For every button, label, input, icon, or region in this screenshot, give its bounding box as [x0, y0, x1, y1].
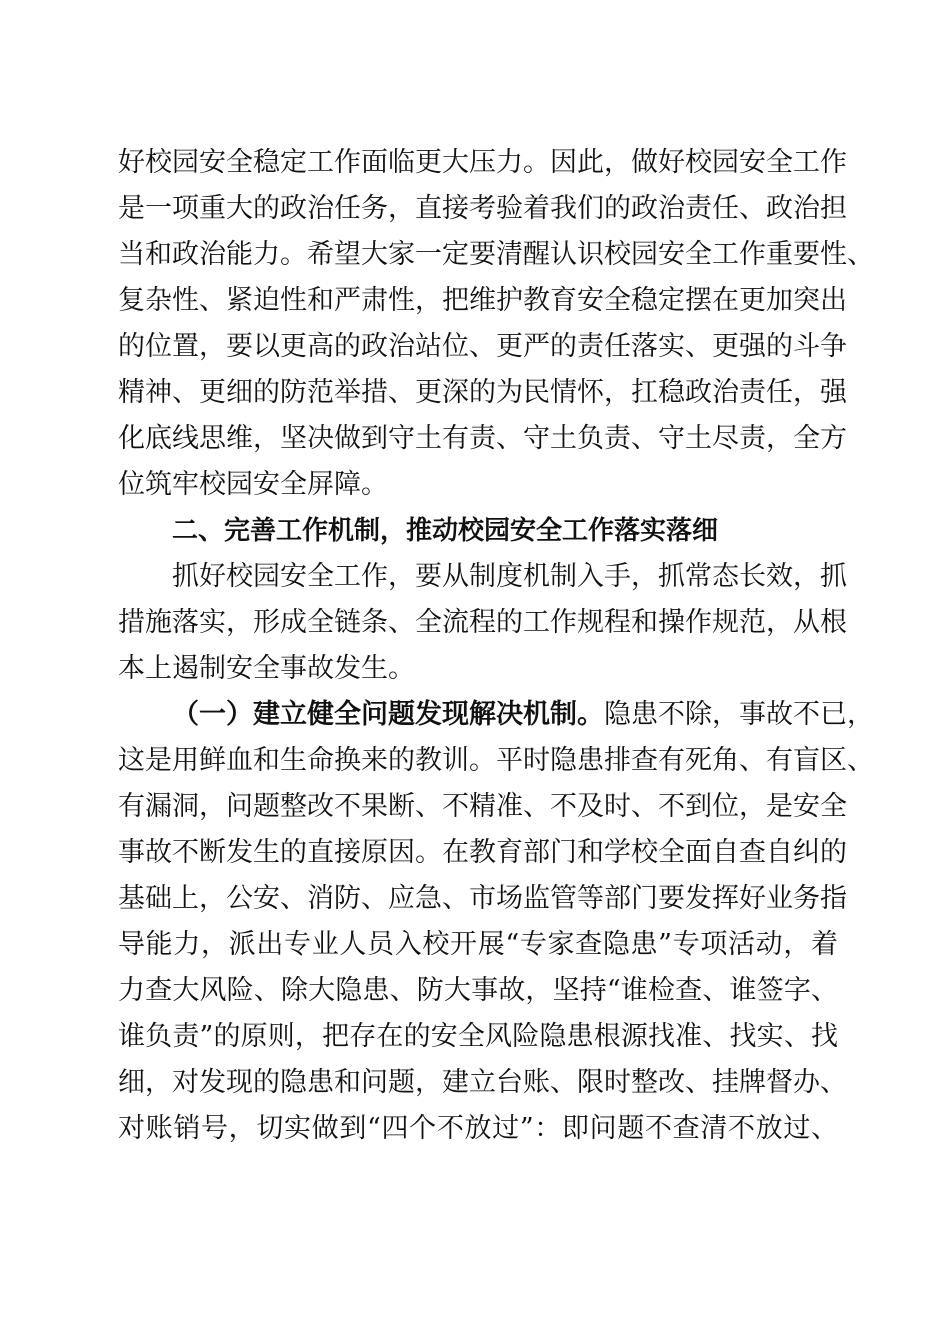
paragraph-line: 力查大风险、除大隐患、防大事故，坚持“谁检查、谁签字、	[118, 975, 838, 1006]
subsection-heading: （一）建立健全问题发现解决机制。	[172, 699, 604, 730]
paragraph-line: 好校园安全稳定工作面临更大压力。因此，做好校园安全工作	[118, 147, 847, 178]
section-heading: 二、完善工作机制，推动校园安全工作落实落细	[172, 516, 719, 546]
paragraph-line: 事故不断发生的直接原因。在教育部门和学校全面自查自纠的	[118, 837, 847, 868]
paragraph-line: 位筑牢校园安全屏障。	[118, 469, 388, 500]
paragraph-line-rest: 隐患不除，事故不已，	[604, 699, 874, 730]
paragraph-line: 当和政治能力。希望大家一定要清醒认识校园安全工作重要性、	[118, 239, 874, 270]
paragraph-line: 这是用鲜血和生命换来的教训。平时隐患排查有死角、有盲区、	[118, 745, 874, 776]
paragraph-line: 导能力，派出专业人员入校开展“专家查隐患”专项活动，着	[118, 929, 838, 960]
paragraph-line: 措施落实，形成全链条、全流程的工作规程和操作规范，从根	[118, 607, 847, 638]
paragraph-line: 化底线思维，坚决做到守土有责、守土负责、守土尽责，全方	[118, 423, 847, 454]
paragraph-first-line	[118, 692, 874, 738]
paragraph-line: 谁负责”的原则，把存在的安全风险隐患根源找准、找实、找	[118, 1021, 838, 1052]
paragraph-line: 本上遏制安全事故发生。	[118, 653, 415, 684]
paragraph-line: 的位置，要以更高的政治站位、更严的责任落实、更强的斗争	[118, 331, 847, 362]
paragraph-line: 对账销号，切实做到“四个不放过”：即问题不查清不放过、	[118, 1113, 838, 1144]
paragraph-line: 是一项重大的政治任务，直接考验着我们的政治责任、政治担	[118, 193, 847, 224]
paragraph-2	[118, 554, 847, 692]
paragraph-3	[118, 692, 874, 1152]
paragraph-line: 基础上，公安、消防、应急、市场监管等部门要发挥好业务指	[118, 883, 847, 914]
paragraph-1	[118, 140, 874, 508]
paragraph-line: 精神、更细的防范举措、更深的为民情怀，扛稳政治责任，强	[118, 377, 847, 408]
document-body	[118, 140, 874, 1152]
paragraph-line: 复杂性、紧迫性和严肃性，把维护教育安全稳定摆在更加突出	[118, 285, 847, 316]
paragraph-line: 有漏洞，问题整改不果断、不精准、不及时、不到位，是安全	[118, 791, 847, 822]
paragraph-line: 抓好校园安全工作，要从制度机制入手，抓常态长效，抓	[172, 561, 847, 592]
paragraph-line: 细，对发现的隐患和问题，建立台账、限时整改、挂牌督办、	[118, 1067, 847, 1098]
